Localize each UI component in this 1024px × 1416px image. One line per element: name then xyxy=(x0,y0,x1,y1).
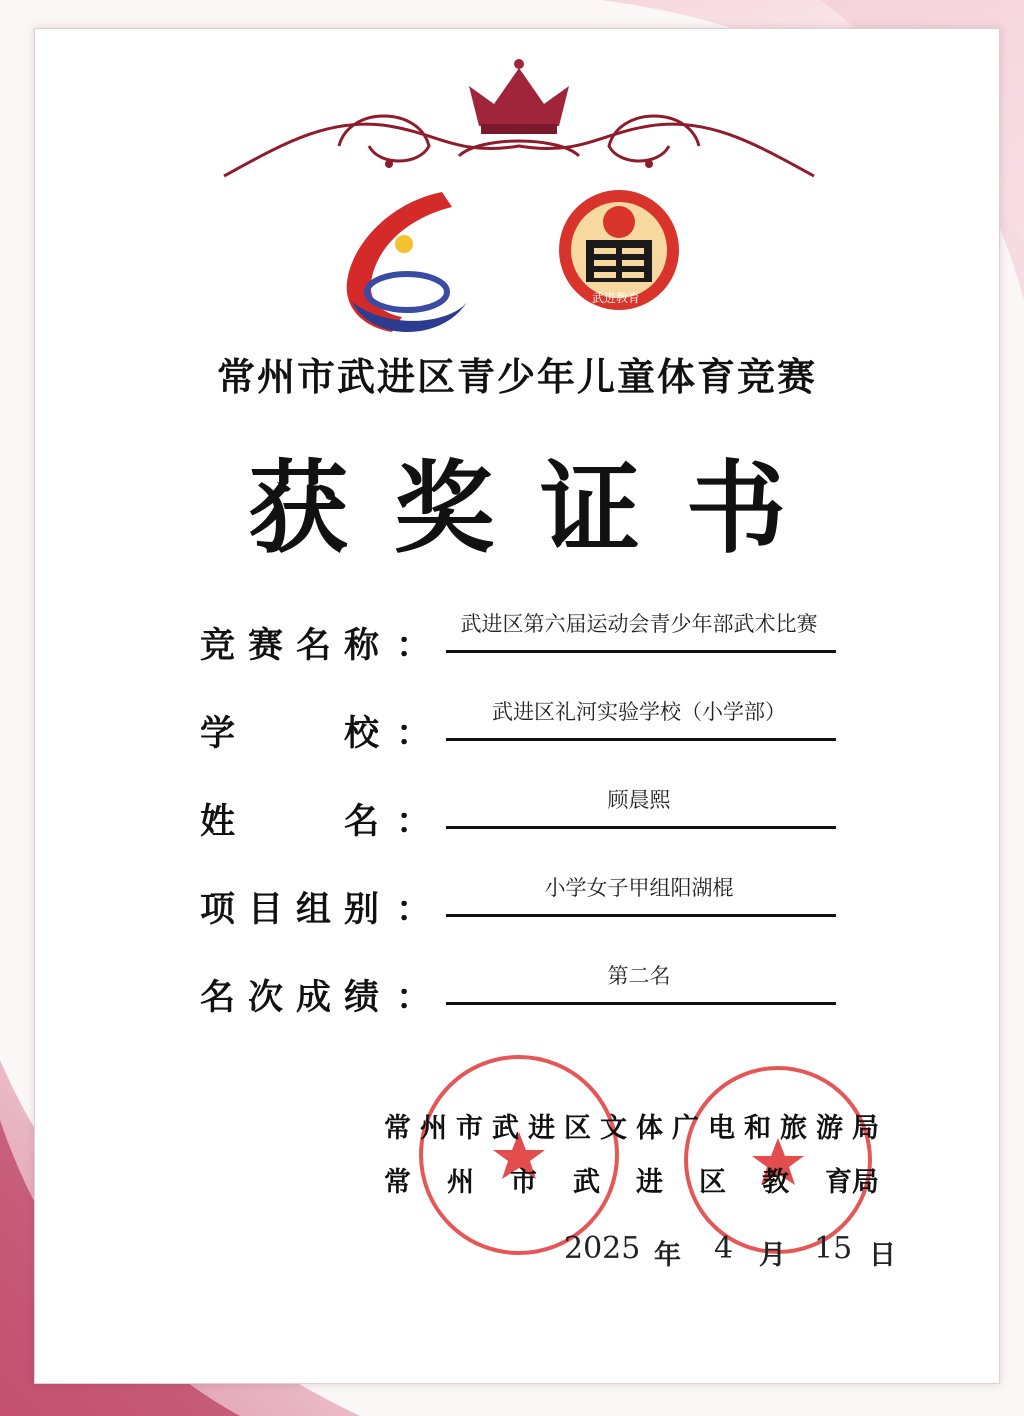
field-row-school xyxy=(200,692,840,752)
field-label: 项 目 组 别 ： xyxy=(200,890,432,930)
field-label: 名 次 成 绩 ： xyxy=(200,978,432,1018)
field-row-ranking xyxy=(200,956,840,1016)
issuer-education-bureau: 常 州 市 武 进 区 教 育 局 xyxy=(384,1167,879,1198)
culture-bureau-stamp-icon xyxy=(414,1050,624,1260)
field-value: 小学女子甲组阳湖棍 xyxy=(544,876,734,900)
underline xyxy=(446,1002,836,1005)
field-value: 武进区礼河实验学校（小学部） xyxy=(492,700,786,724)
field-row-event-group xyxy=(200,868,840,928)
underline xyxy=(446,650,836,653)
competition-header-title: 常州市武进区青少年儿童体育竞赛 xyxy=(216,355,817,399)
field-value: 第二名 xyxy=(607,964,671,988)
certificate-main-title: 获奖证书 xyxy=(248,449,832,567)
underline xyxy=(446,826,836,829)
education-seal-icon xyxy=(554,182,684,322)
field-label: 学 校 ： xyxy=(200,714,432,754)
field-label: 竞 赛 名 称 ： xyxy=(200,626,432,666)
date-day-unit: 日 xyxy=(869,1240,896,1271)
field-row-competition-name xyxy=(200,604,840,664)
date-month-unit: 月 xyxy=(759,1240,786,1271)
field-row-name xyxy=(200,780,840,840)
party-emblem-swoosh-icon xyxy=(332,182,482,348)
right-logo-text: 武进教育 xyxy=(592,291,641,305)
field-value: 顾晨熙 xyxy=(607,788,671,812)
date-month: 4 xyxy=(714,1231,734,1266)
date-day: 15 xyxy=(814,1231,853,1266)
field-label: 姓 名 ： xyxy=(200,802,432,842)
left-logo-text: 文体广旅 xyxy=(387,290,431,303)
date-year: 2025 xyxy=(564,1231,641,1266)
issuer-culture-bureau: 常 州 市 武 进 区 文 体 广 电 和 旅 游 局 xyxy=(384,1113,879,1144)
underline xyxy=(446,738,836,741)
underline xyxy=(446,914,836,917)
crown-ornament-icon xyxy=(219,46,819,186)
field-value: 武进区第六届运动会青少年部武术比赛 xyxy=(460,612,818,636)
certificate-card xyxy=(34,28,1000,1384)
issue-date xyxy=(564,1231,934,1271)
date-year-unit: 年 xyxy=(654,1240,681,1271)
